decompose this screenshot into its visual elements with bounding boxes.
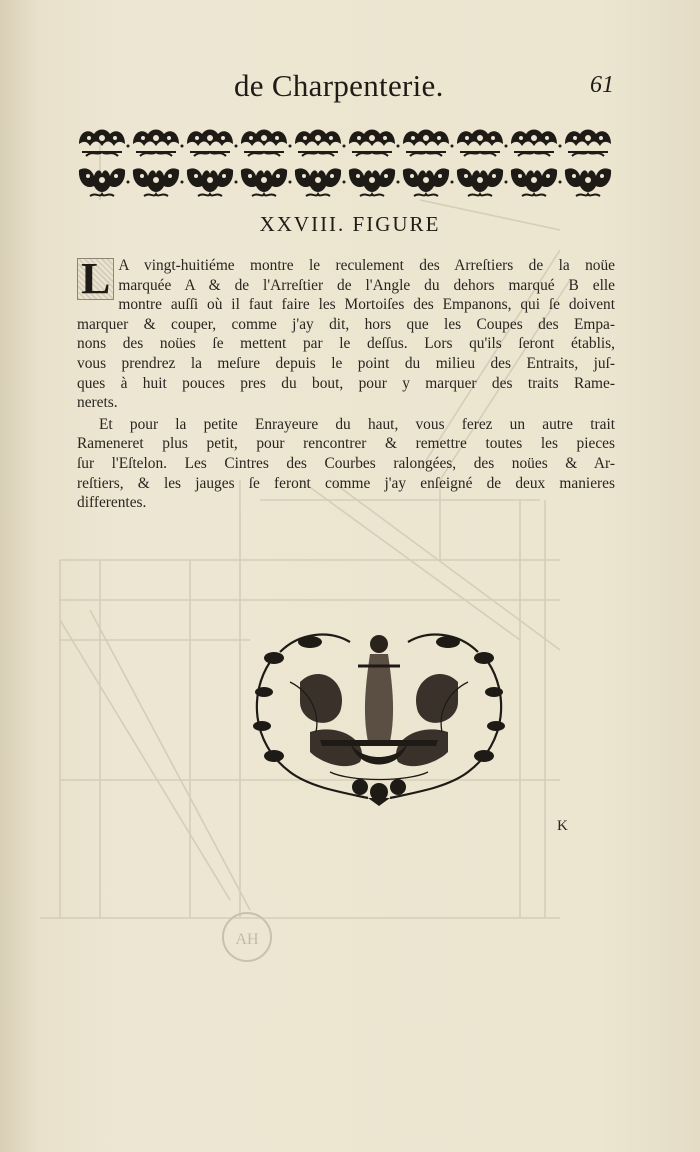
text-line: vous prendrez la meſure depuis le point du milieu des Entraits, juſ- <box>77 354 615 372</box>
text-line: differentes. <box>77 494 147 512</box>
paragraph-1 <box>77 256 615 413</box>
text-line: marquer & couper, comme j'ay dit, hors que les Coupes des Empa- <box>77 315 615 333</box>
text-line: nerets. <box>77 394 118 412</box>
paragraph-2 <box>77 415 615 513</box>
text-line: montre auſſi où il faut faire les Mortoiſes des Empanons, qui ſe doivent <box>118 296 615 314</box>
drop-cap-initial: L <box>77 258 114 300</box>
page-number: 61 <box>590 72 614 98</box>
body-text <box>77 256 615 515</box>
text-line: marquée A & de l'Arreſtier de l'Angle du dehors marqué B elle <box>118 276 615 294</box>
headpiece-ornament <box>76 126 614 202</box>
signature-mark: K <box>557 818 568 834</box>
text-line: ſur l'Eſtelon. Les Cintres des Courbes ralongées, des noües & Ar- <box>77 454 615 472</box>
text-line: A vingt-huitiéme montre le reculement des Arreſtiers de la noüe <box>118 257 615 274</box>
stamp-text: AH <box>235 931 259 948</box>
running-title: de Charpenterie. <box>234 68 444 103</box>
text-line: Rameneret plus petit, pour rencontrer & remettre toutes les pieces <box>77 435 615 453</box>
text-line: ques à huit pouces pres du bout, pour y marquer des traits Rame- <box>77 374 615 392</box>
figure-heading: XXVIII. FIGURE <box>259 212 441 236</box>
tailpiece-vignette <box>250 622 508 806</box>
text-line: reſtiers, & les jauges ſe feront comme j'ay enſeigné de deux manieres <box>77 474 615 492</box>
running-head <box>0 68 700 108</box>
text-line: nons des noües ſe mettent par le deſſus. Lors qu'ils ſeront établis, <box>77 335 615 353</box>
library-stamp <box>220 910 274 964</box>
text-line: Et pour la petite Enrayeure du haut, vous ferez un autre trait <box>99 415 615 433</box>
